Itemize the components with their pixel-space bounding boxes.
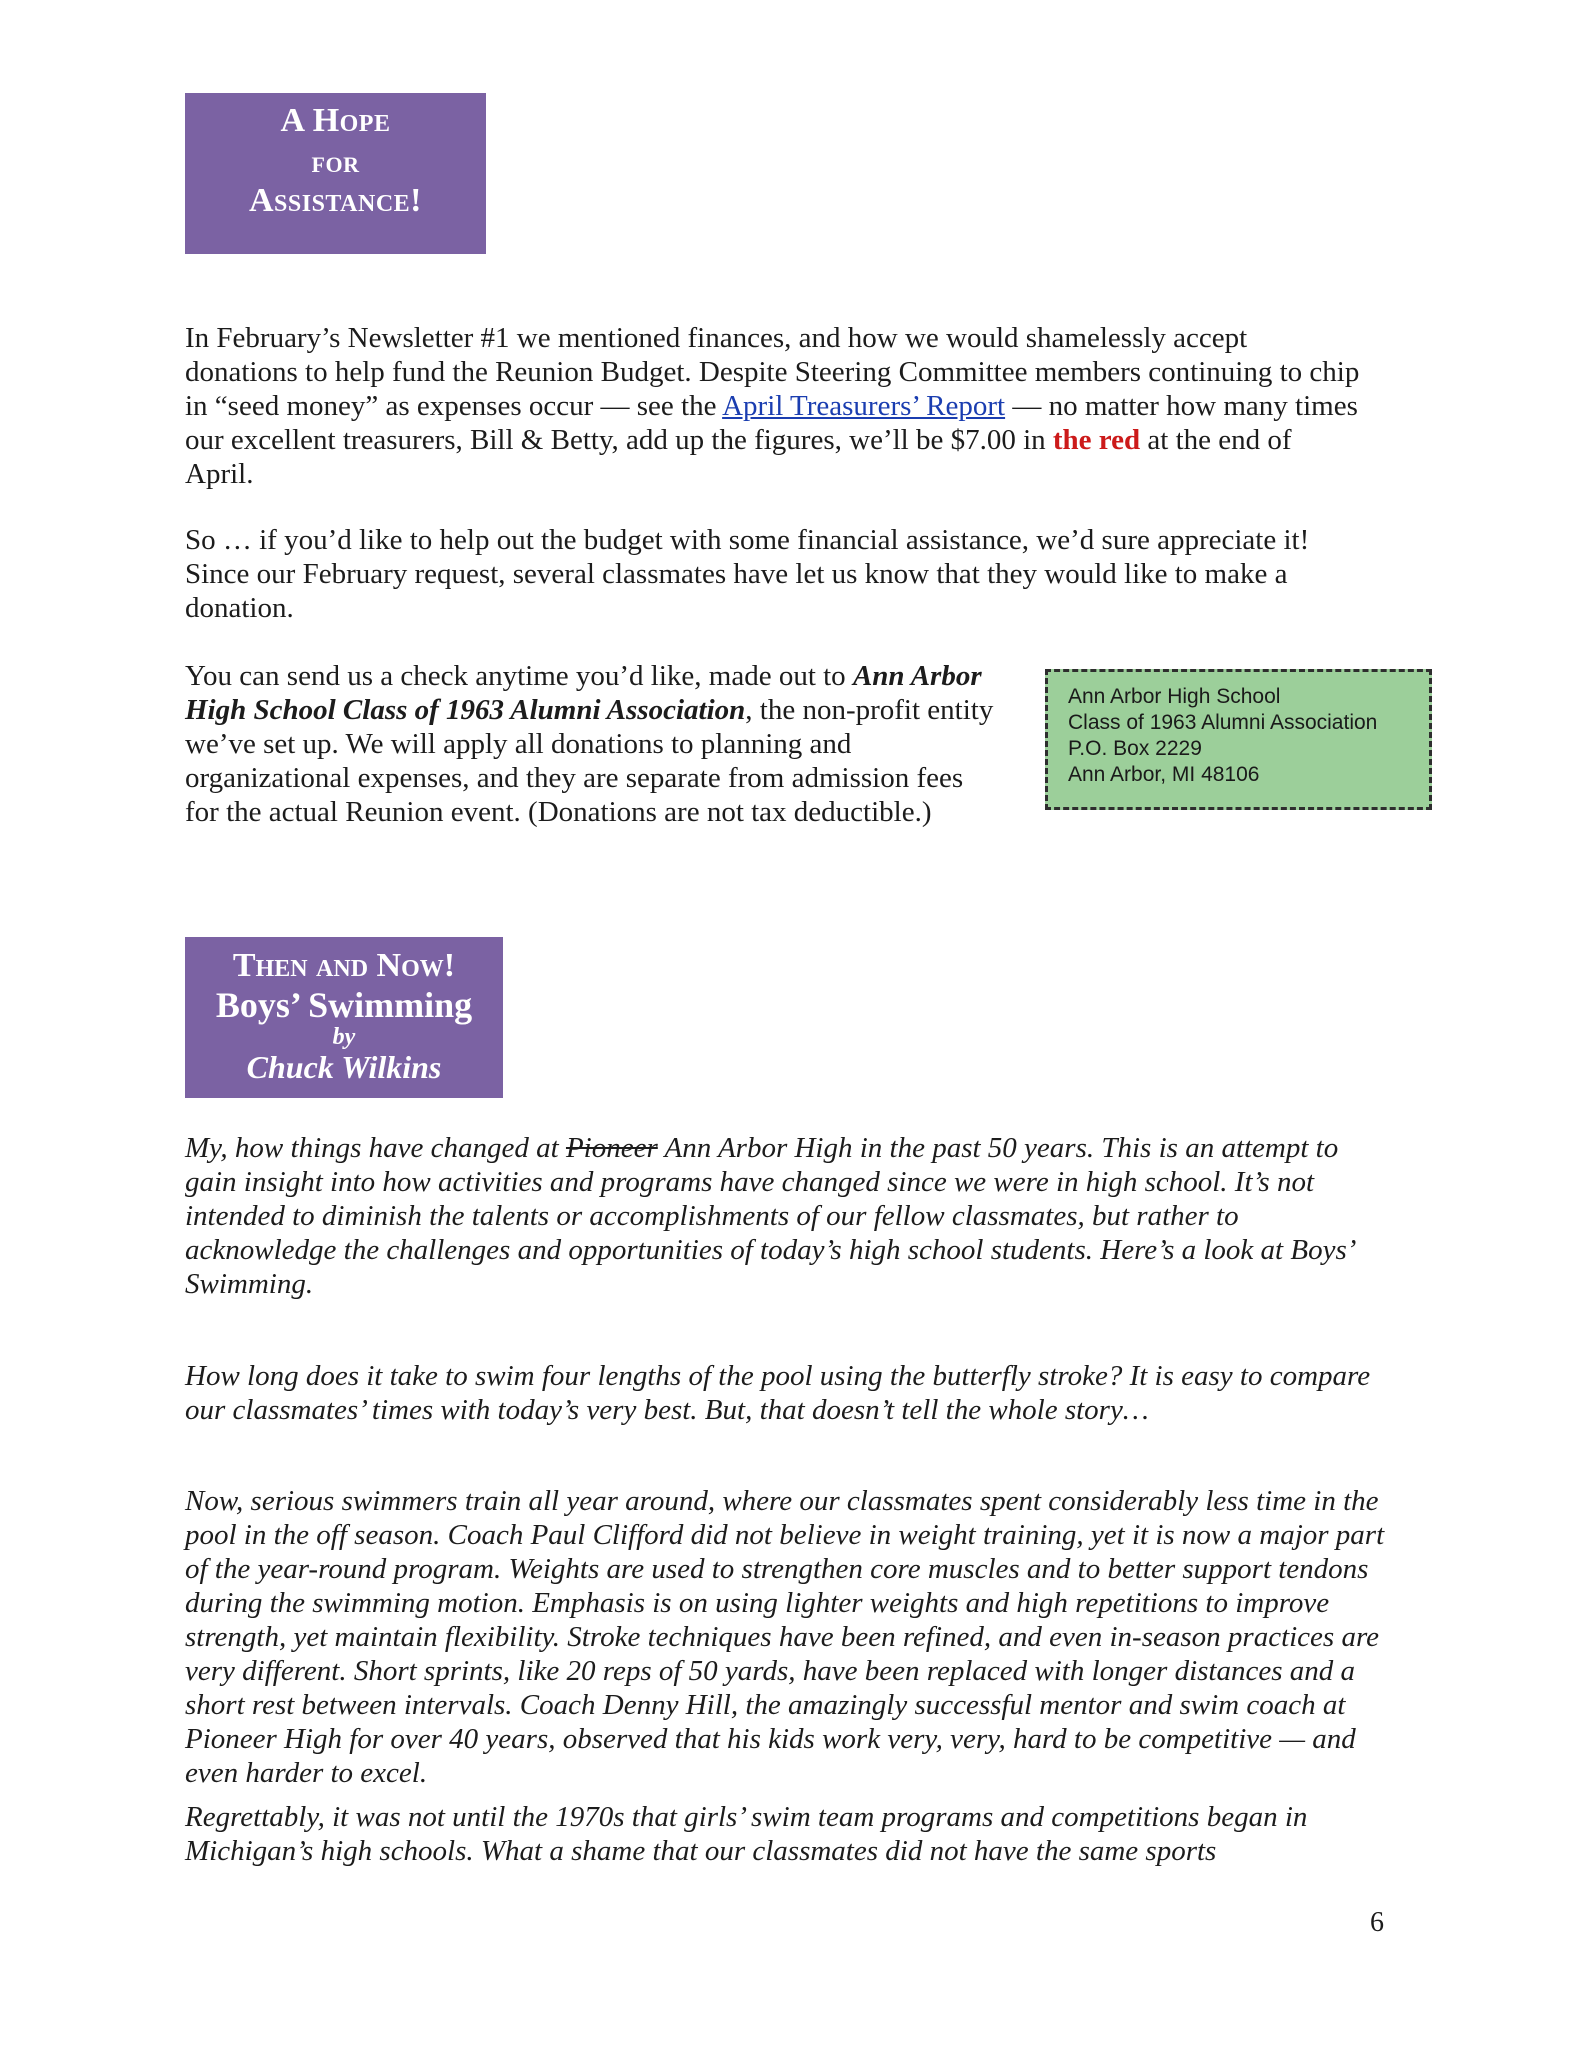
april-treasurers-report-link[interactable]: April Treasurers’ Report: [722, 390, 1006, 422]
heading-by: by: [332, 1024, 356, 1050]
butterfly-paragraph: How long does it take to swim four lengths of the pool using the butterfly stroke? It is easy to compare our classmates’ times with today’s very best. But, that doesn’t tell the whole story…: [185, 1360, 1371, 1426]
heading-line: Assistance!: [249, 182, 422, 219]
address-line: Ann Arbor High School: [1068, 685, 1281, 708]
page-number: 6: [1370, 1907, 1384, 1938]
heading-line: for: [311, 143, 360, 179]
the-red-emphasis: the red: [1052, 424, 1141, 456]
struck-word: Pioneer: [565, 1132, 658, 1164]
check-paragraph: You can send us a check anytime you’d like, made out to Ann Arbor High School Class of 1963 Alumni Association, the non-profit entity we’ve set up. We will apply all donations to planning and organizational expenses, and they are separate from admission fees for the actual Reunion event. (Donations are not tax deductible.): [185, 660, 994, 828]
finances-paragraph: In February’s Newsletter #1 we mentioned finances, and how we would shamelessly accept donations to help fund the Reunion Budget. Despite Steering Committee members continuing to chip in “seed money” as expenses occur — see the April Treasurers’ Report — no matter how many times our excellent treasurers, Bill & Betty, add up the figures, we’ll be $7.00 in the red at the end of April.: [185, 322, 1360, 490]
intro-paragraph: My, how things have changed at Pioneer Ann Arbor High in the past 50 years. This is an attempt to gain insight into how activities and programs have changed since we were in high school. It’s not intended to diminish the talents or accomplishments of our fellow classmates, but rather to acknowledge the challenges and opportunities of today’s high school students. Here’s a look at Boys’ Swimming.: [185, 1132, 1354, 1300]
association-name: Ann Arbor High School Class of 1963 Alumni Association: [185, 660, 982, 726]
address-line: Ann Arbor, MI 48106: [1068, 763, 1260, 786]
address-line: P.O. Box 2229: [1068, 737, 1202, 760]
girls-swim-paragraph: Regrettably, it was not until the 1970s that girls’ swim team programs and competitions began in Michigan’s high schools. What a shame that our classmates did not have the same sports: [185, 1801, 1308, 1867]
assistance-paragraph: So … if you’d like to help out the budget with some financial assistance, we’d sure appreciate it! Since our February request, several classmates have let us know that they would like to make a donation.: [185, 524, 1310, 624]
section-heading-hope-for-assistance: [185, 93, 486, 254]
heading-title: Then and Now!: [232, 947, 456, 984]
heading-line: A Hope: [280, 102, 391, 139]
address-line: Class of 1963 Alumni Association: [1068, 711, 1378, 734]
training-paragraph: Now, serious swimmers train all year around, where our classmates spent considerably less time in the pool in the off season. Coach Paul Clifford did not believe in weight training, yet it is now a major part of the year-round program. Weights are used to strengthen core muscles and to better support tendons during the swimming motion. Emphasis is on using lighter weights and high repetitions to improve strength, yet maintain flexibility. Stroke techniques have been refined, and even in-season practices are very different. Short sprints, like 20 reps of 50 yards, have been replaced with longer distances and a short rest between intervals. Coach Denny Hill, the amazingly successful mentor and swim coach at Pioneer High for over 40 years, observed that his kids work very, very, hard to be competitive — and even harder to excel.: [185, 1485, 1385, 1789]
section-heading-then-and-now: [185, 937, 503, 1098]
mailing-address-box: [1045, 669, 1432, 810]
heading-subtitle: Boys’ Swimming: [215, 985, 473, 1025]
heading-author: Chuck Wilkins: [246, 1049, 442, 1085]
